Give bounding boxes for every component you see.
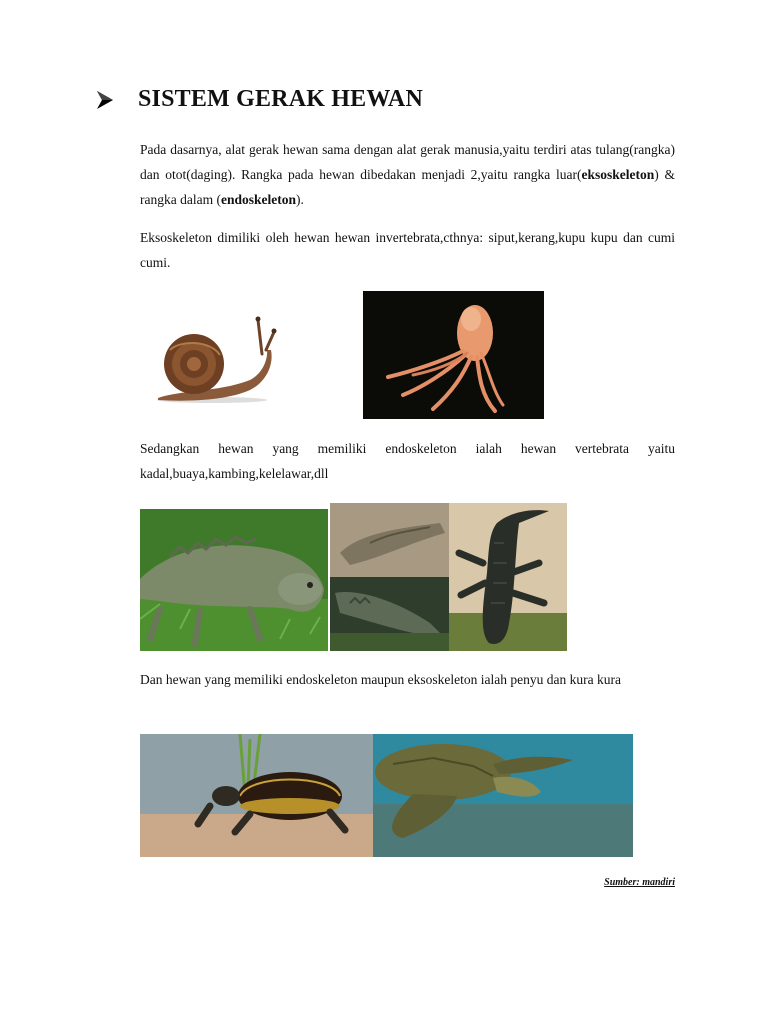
section-heading — [96, 86, 423, 113]
turtle-paragraph: Dan hewan yang memiliki endoskeleton maupun eksoskeleton ialah penyu dan kura kura — [140, 672, 621, 687]
arrow-bullet-icon — [96, 90, 114, 110]
intro-paragraph: Pada dasarnya, alat gerak hewan sama dengan alat gerak manusia,yaitu terdiri atas tulang(rangka) dan otot(daging). Rangka pada hewan dibedakan menjadi 2,yaitu rangka luar(eksoskeleton) & rangka dalam (endoskeleton). — [140, 142, 675, 207]
iguana-photo — [140, 509, 328, 651]
turtle-photo — [140, 734, 373, 857]
bold-term-endoskeleton: endoskeleton — [220, 192, 296, 207]
crocodile-collage-photo — [330, 503, 449, 651]
source-caption: Sumber: mandiri — [604, 877, 675, 888]
endoskeleton-paragraph: Sedangkan hewan yang memiliki endoskeleton ialah hewan vertebrata yaitu kadal,buaya,kambing,kelelawar,dll — [140, 441, 675, 481]
exoskeleton-paragraph: Eksoskeleton dimiliki oleh hewan hewan invertebrata,cthnya: siput,kerang,kupu kupu dan cumi cumi. — [140, 230, 675, 270]
page-title: SISTEM GERAK HEWAN — [138, 86, 423, 112]
bold-term-eksoskeleton: eksoskeleton — [581, 167, 655, 182]
squid-photo — [363, 291, 544, 419]
snail-photo — [150, 310, 280, 410]
sea-turtle-photo — [373, 734, 633, 857]
alligator-photo — [449, 503, 567, 651]
